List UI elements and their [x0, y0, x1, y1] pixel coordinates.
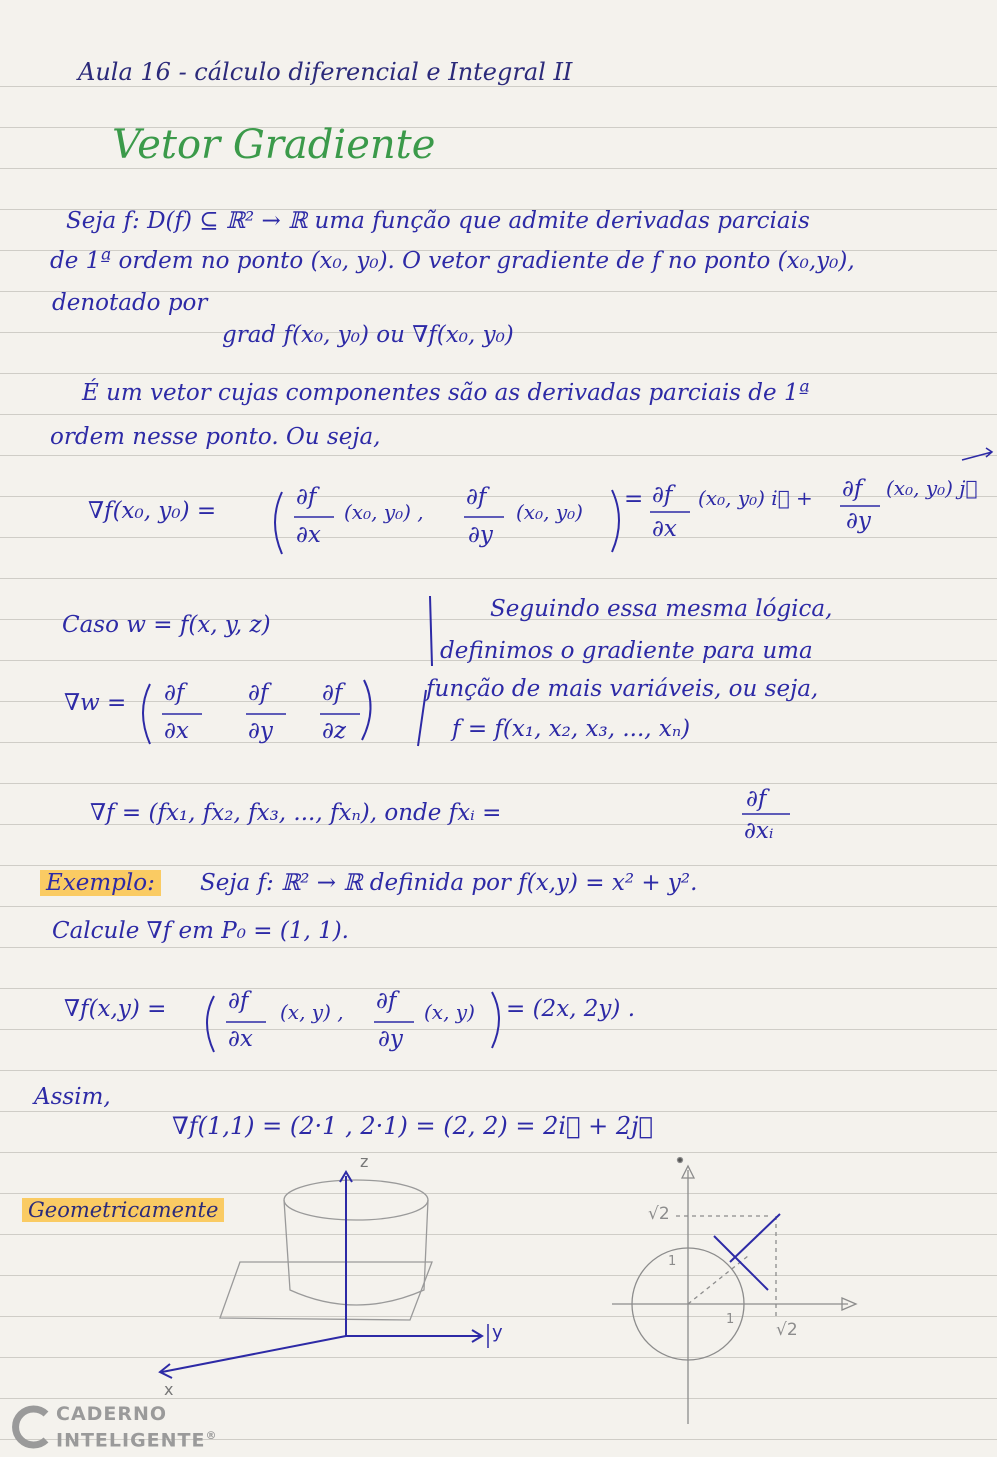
axis-label-y: y	[492, 1322, 503, 1343]
label-one-left: 1	[668, 1254, 677, 1269]
axis-label-x: x	[164, 1380, 174, 1399]
general-gradient: ∇f = (fx₁, fx₂, fx₃, ..., fxₙ), onde fxᵢ =	[90, 800, 502, 826]
main-formula-right-paren	[612, 490, 619, 552]
general-num: ∂f	[746, 786, 767, 812]
logo-line-2: INTELIGENTE	[56, 1429, 206, 1452]
case-three-variables: Caso w = f(x, y, z)	[62, 612, 271, 638]
label-sqrt2-top: √2	[648, 1204, 670, 1224]
gradient-vector	[714, 1214, 780, 1290]
main-formula-num-4: ∂f	[842, 476, 863, 502]
axes-3d	[160, 1172, 488, 1378]
main-formula-num-3: ∂f	[652, 482, 673, 508]
lesson-header: Aula 16 - cálculo diferencial e Integral II	[78, 58, 573, 86]
main-formula-num-2: ∂f	[466, 484, 487, 510]
main-formula-left-paren	[275, 492, 282, 554]
main-formula-arg-3: (x₀, y₀) i⃗ +	[698, 486, 813, 510]
case-num-2: ∂f	[248, 680, 269, 706]
plane-sketch	[612, 1158, 856, 1425]
logo-c-icon	[8, 1404, 54, 1450]
case-num-1: ∂f	[164, 680, 185, 706]
example-num-1: ∂f	[228, 988, 249, 1014]
example-line-1: Seja f: ℝ² → ℝ definida por f(x,y) = x² + y².	[200, 870, 698, 896]
side-note-line-4: f = f(x₁, x₂, x₃, ..., xₙ)	[452, 716, 691, 742]
example-gradient-lhs: ∇f(x,y) =	[64, 996, 167, 1022]
main-formula-arg-2: (x₀, y₀)	[516, 500, 583, 524]
intro-line-2: de 1ª ordem no ponto (x₀, y₀). O vetor gradiente de f no ponto (x₀,y₀),	[50, 248, 855, 274]
intro-line-1: Seja f: D(f) ⊆ ℝ² → ℝ uma função que admite derivadas parciais	[66, 208, 810, 234]
side-note-line-1: Seguindo essa mesma lógica,	[490, 596, 833, 622]
label-sqrt2-right: √2	[776, 1320, 798, 1340]
example-rhs: = (2x, 2y) .	[506, 996, 636, 1022]
case-num-3: ∂f	[322, 680, 343, 706]
example-left-paren	[207, 996, 214, 1052]
case-den-1: ∂x	[164, 718, 189, 744]
main-formula-arg-1: (x₀, y₀) ,	[344, 500, 424, 524]
example-arg-1: (x, y) ,	[280, 1000, 344, 1024]
case-den-3: ∂z	[322, 718, 347, 744]
case-gradient-lhs: ∇w =	[64, 690, 127, 716]
intro-line-4: grad f(x₀, y₀) ou ∇f(x₀, y₀)	[222, 322, 514, 348]
side-note-line-2: definimos o gradiente para uma	[440, 638, 813, 664]
main-formula-arg-4: (x₀, y₀) j⃗	[886, 476, 978, 500]
axis-label-z: z	[360, 1152, 369, 1171]
definition-line-1: É um vetor cujas componentes são as derivadas parciais de 1ª	[82, 380, 810, 406]
example-line-2: Calcule ∇f em P₀ = (1, 1).	[52, 918, 349, 944]
geometric-label: Geometricamente	[22, 1198, 224, 1222]
logo-line-1: CADERNO	[56, 1403, 168, 1425]
label-one-bottom: 1	[726, 1312, 735, 1327]
example-arg-2: (x, y)	[424, 1000, 475, 1024]
case-left-paren	[143, 684, 150, 744]
main-formula-eq: =	[624, 486, 644, 512]
vertical-divider	[418, 596, 432, 746]
surface-sketch	[220, 1180, 432, 1320]
main-formula-den-4: ∂y	[846, 508, 871, 534]
example-den-2: ∂y	[378, 1026, 403, 1052]
definition-line-2: ordem nesse ponto. Ou seja,	[50, 424, 381, 450]
general-den: ∂xᵢ	[744, 818, 774, 844]
side-note-line-3: função de mais variáveis, ou seja,	[426, 676, 819, 702]
logo-text	[56, 1404, 218, 1451]
example-right-paren	[492, 992, 499, 1048]
page-title: Vetor Gradiente	[112, 122, 436, 168]
example-result: ∇f(1,1) = (2·1 , 2·1) = (2, 2) = 2i⃗ + 2j⃗	[172, 1112, 653, 1140]
example-label: Exemplo:	[40, 870, 161, 896]
main-formula-den-2: ∂y	[468, 522, 493, 548]
case-right-paren	[362, 680, 371, 740]
main-formula-den-1: ∂x	[296, 522, 321, 548]
intro-line-3: denotado por	[52, 290, 208, 316]
main-formula-num-1: ∂f	[296, 484, 317, 510]
example-den-1: ∂x	[228, 1026, 253, 1052]
main-formula-lhs: ∇f(x₀, y₀) =	[88, 498, 217, 524]
case-den-2: ∂y	[248, 718, 273, 744]
j-vector-arrow	[962, 448, 992, 460]
logo-registered: ®	[205, 1429, 218, 1442]
main-formula-den-3: ∂x	[652, 516, 677, 542]
assim-label: Assim,	[34, 1084, 111, 1110]
example-num-2: ∂f	[376, 988, 397, 1014]
caderno-inteligente-logo	[8, 1404, 238, 1452]
